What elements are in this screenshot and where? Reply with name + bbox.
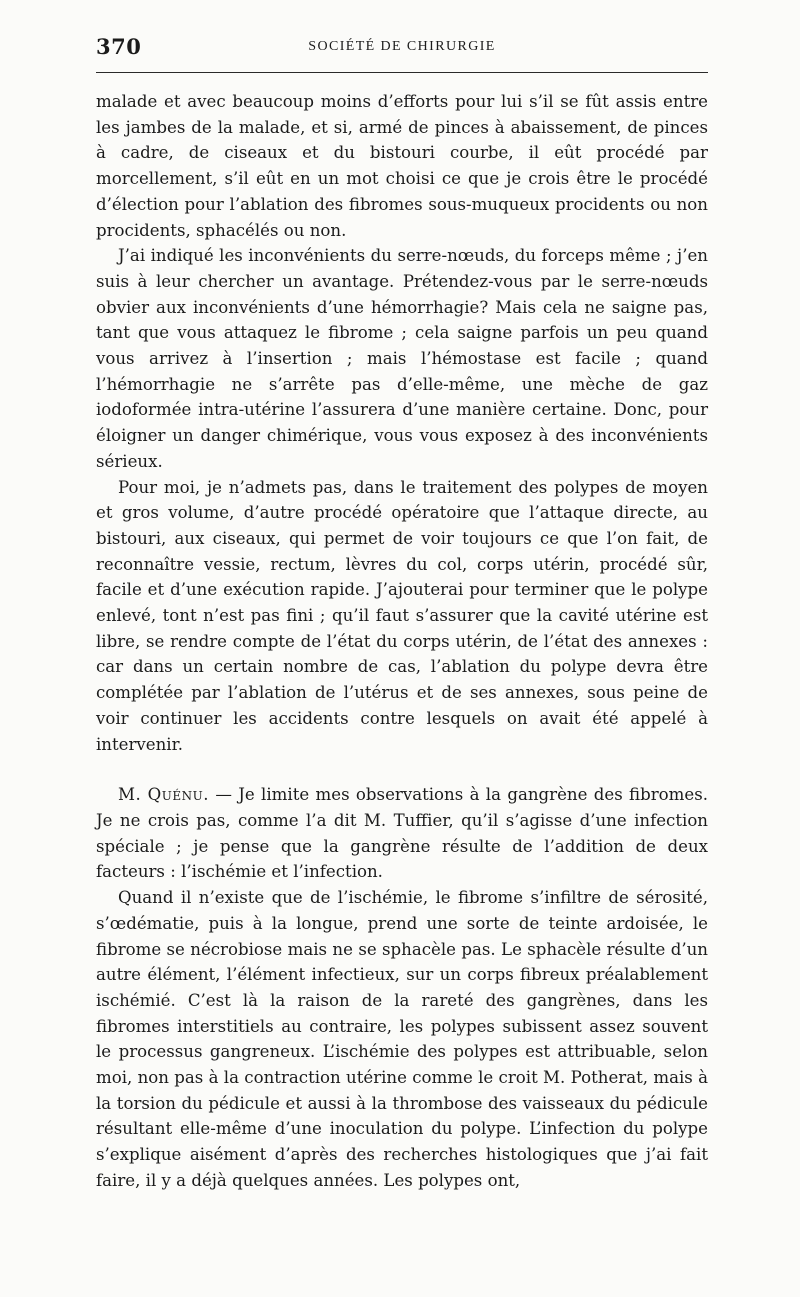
page-number: 370: [96, 34, 142, 59]
running-header: [96, 34, 708, 58]
paragraph-quenu-text: — Je limite mes observations à la gangrène des fibromes. Je ne crois pas, comme l’a dit M. Tuffier, qu’il s’agisse d’une infection spéciale ; je pense que la gangrène résulte de l’addition de deux facteurs : l’ischémie et l’infection.: [96, 785, 709, 882]
paragraph-operative-procedure: Pour moi, je n’admets pas, dans le traitement des polypes de moyen et gros volume, d’autre procédé opératoire que l’attaque directe, au bistouri, aux ciseaux, qui permet de voir toujours ce que l’on fait, de reconnaître vessie, rectum, lèvres du col, corps utérin, procédé sûr, facile et d’une exécution rapide. J’ajouterai pour terminer que le polype enlevé, tont n’est pas fini ; qu’il faut s’assurer que la cavité utérine est libre, se rendre compte de l’état du corps utérin, de l’état des annexes : car dans un certain nombre de cas, l’ablation du polype devra être complétée par l’ablation de l’utérus et de ses annexes, sous peine de voir continuer les accidents contre lesquels on avait été appelé à intervenir.: [96, 477, 708, 754]
paragraph-ischemie: Quand il n’existe que de l’ischémie, le fibrome s’infiltre de sérosité, s’œdématie, puis à la longue, prend une sorte de teinte ardoisée, le fibrome se nécrobiose mais ne se sphacèle pas. Le sphacèle résulte d’un autre élément, l’élément infectieux, sur un corps fibreux préalablement ischémié. C’est là la raison de la rareté des gangrènes, dans les fibromes interstitiels au contraire, les polypes subissent assez souvent le processus gangreneux. L’ischémie des polypes est attribuable, selon moi, non pas à la contraction utérine comme le croit M. Potherat, mais à la torsion du pédicule et aussi à la thrombose des vaisseaux du pédicule résultant elle-même d’une inoculation du polype. L’infection du polype s’explique aisément d’après des recherches histologiques que j’ai fait faire, il y a déjà quelques années. Les polypes ont,: [96, 888, 708, 1190]
speaker-initial: M.: [118, 785, 142, 805]
body-text: [96, 89, 708, 1194]
speaker-name: Quénu.: [147, 785, 209, 805]
journal-title: SOCIÉTÉ DE CHIRURGIE: [308, 39, 496, 54]
paragraph-serre-noeuds: J’ai indiqué les inconvénients du serre-nœuds, du forceps même ; j’en suis à leur chercher un avantage. Prétendez-vous par le serre-nœuds obvier aux inconvénients d’une hémorrhagie? Mais cela ne saigne pas, tant que vous attaquez le fibrome ; cela saigne parfois un peu quand vous arrivez à l’insertion ; mais l’hémostase est facile ; quand l’hémorrhagie ne s’arrête pas d’elle-même, une mèche de gaz iodoformée intra-utérine l’assurera d’une manière certaine. Donc, pour éloigner un danger chimérique, vous vous exposez à des inconvénients sérieux.: [96, 246, 708, 471]
paragraph-quenu-remarks: [96, 782, 708, 885]
paragraph-continuation: malade et avec beaucoup moins d’efforts pour lui s’il se fût assis entre les jambes de la malade, et si, armé de pinces à abaissement, de pinces à cadre, de ciseaux et du bistouri courbe, il eût procédé par morcellement, s’il eût en un mot choisi ce que je crois être le procédé d’élection pour l’ablation des fibromes sous-muqueux procidents ou non procidents, sphacélés ou non.: [96, 92, 708, 240]
header-rule: [96, 72, 708, 73]
